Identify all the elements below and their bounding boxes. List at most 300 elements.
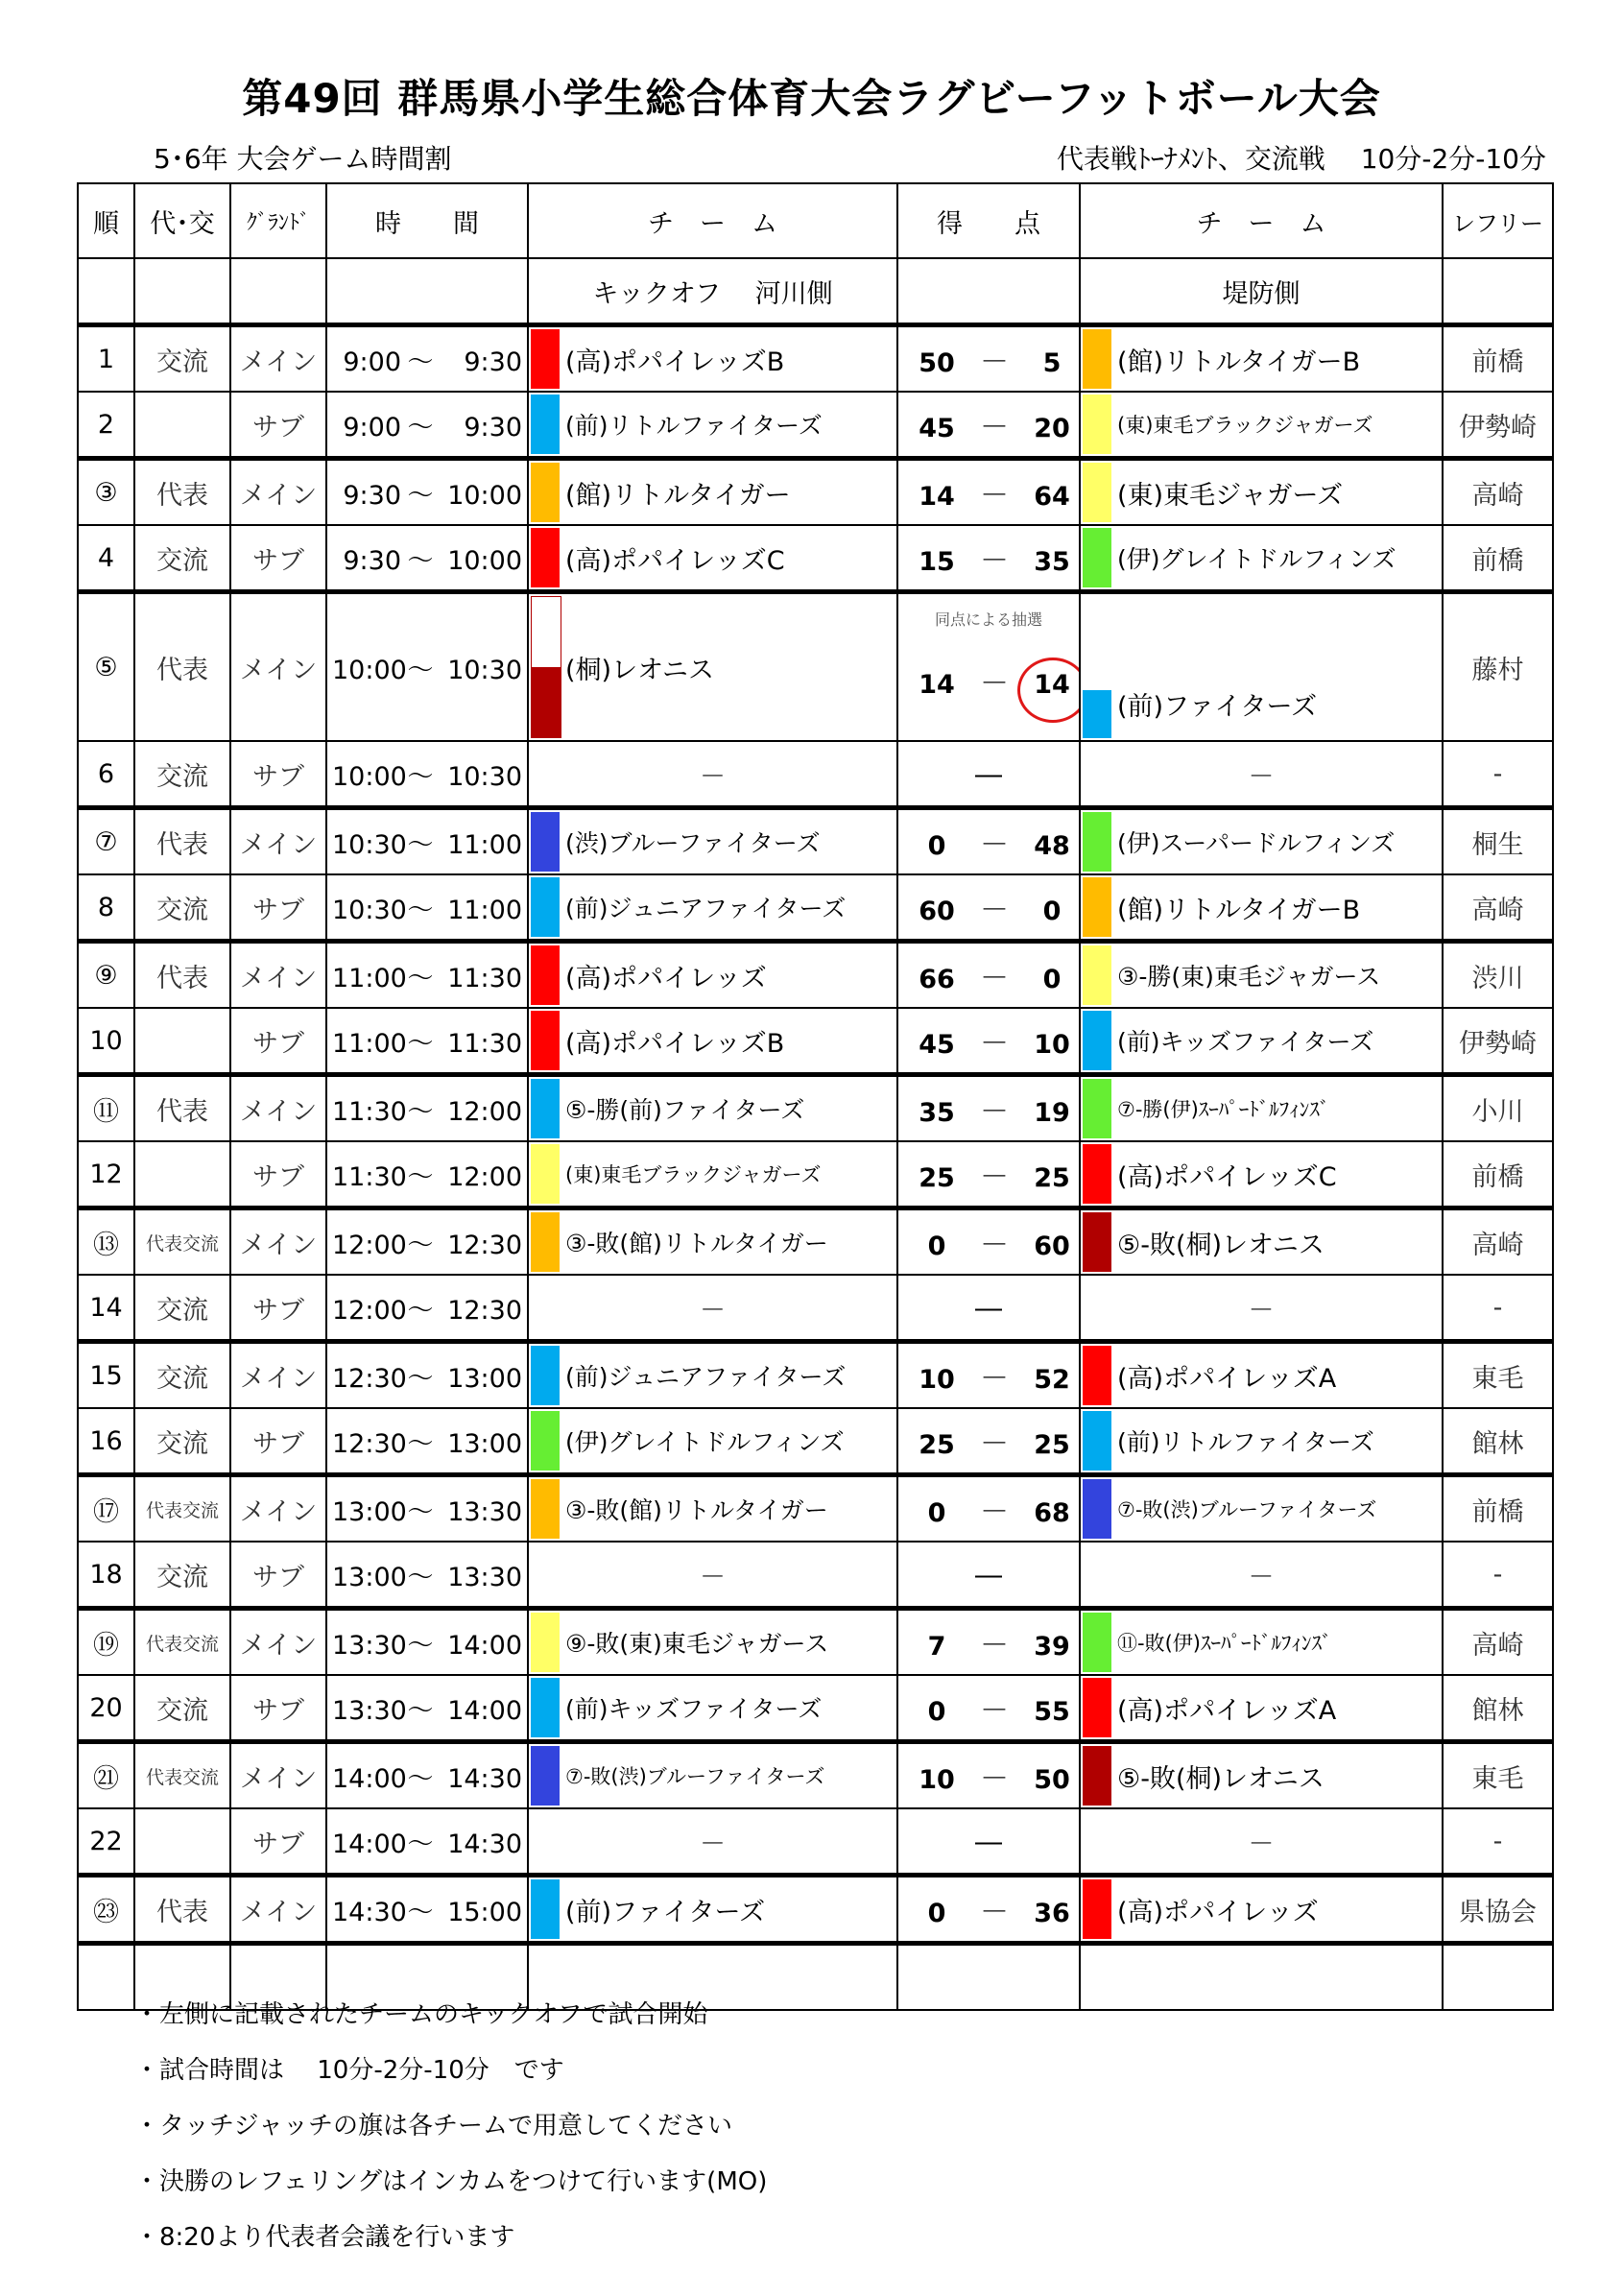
score: ― bbox=[897, 1808, 1080, 1876]
start-time: 14:00 bbox=[332, 1829, 407, 1859]
match-number: ⑲ bbox=[78, 1609, 134, 1676]
time-slot bbox=[326, 592, 528, 742]
team-a-name: － bbox=[700, 761, 726, 792]
note-item: ・試合時間は 10分-2分-10分 です bbox=[134, 2056, 564, 2085]
header-ground: ｸﾞﾗﾝﾄﾞ bbox=[230, 183, 326, 258]
table-row bbox=[78, 1342, 1553, 1409]
score-a: 60 bbox=[919, 897, 955, 926]
team-b bbox=[1080, 808, 1443, 875]
match-number: 16 bbox=[78, 1408, 134, 1475]
team-color-chip bbox=[1083, 690, 1111, 738]
match-kind bbox=[134, 1141, 230, 1208]
team-color-chip bbox=[1083, 1879, 1111, 1939]
score bbox=[897, 1609, 1080, 1676]
team-a-name: ⑤-勝(前)ファイターズ bbox=[565, 1096, 805, 1124]
note-item: ・左側に記載されたチームのキックオフで試合開始 bbox=[134, 2000, 708, 2029]
team-a-name: (東)東毛ブラックジャガーズ bbox=[565, 1163, 822, 1186]
time-tilde: ～ bbox=[407, 480, 434, 511]
team-b bbox=[1080, 325, 1443, 393]
score bbox=[897, 1008, 1080, 1075]
schedule-table bbox=[77, 182, 1554, 2011]
time-tilde: ～ bbox=[407, 347, 434, 377]
time-slot bbox=[326, 1208, 528, 1276]
referee: 前橋 bbox=[1443, 325, 1553, 393]
header-kind: 代･交 bbox=[134, 183, 230, 258]
team-b bbox=[1080, 525, 1443, 592]
team-b-name: ⑤-敗(桐)レオニス bbox=[1117, 1763, 1325, 1794]
team-b-name: ⑤-敗(桐)レオニス bbox=[1117, 1230, 1325, 1260]
ground: メイン bbox=[230, 1742, 326, 1809]
blank-cell bbox=[1443, 1944, 1553, 2011]
time-slot bbox=[326, 1075, 528, 1142]
score-dash: － bbox=[980, 1495, 1009, 1529]
time-tilde: ～ bbox=[407, 1096, 434, 1127]
team-color-chip bbox=[531, 329, 560, 389]
table-row bbox=[78, 1609, 1553, 1676]
table-row bbox=[78, 1876, 1553, 1944]
score-dash: － bbox=[980, 1027, 1009, 1061]
subtitle-grade: 5･6年 大会ゲーム時間割 bbox=[154, 143, 452, 175]
blank-cell bbox=[897, 258, 1080, 325]
team-color-chip bbox=[531, 395, 560, 454]
ground: サブ bbox=[230, 1275, 326, 1342]
score-a: 25 bbox=[919, 1163, 955, 1193]
match-number: 14 bbox=[78, 1275, 134, 1342]
match-kind: 交流 bbox=[134, 1408, 230, 1475]
blank-cell bbox=[78, 258, 134, 325]
match-number: ⑨ bbox=[78, 942, 134, 1009]
table-row bbox=[78, 1008, 1553, 1075]
time-tilde: ～ bbox=[407, 1496, 434, 1527]
header-team-a: チ ー ム bbox=[528, 183, 897, 258]
start-time: 10:00 bbox=[332, 761, 407, 792]
time-slot bbox=[326, 1808, 528, 1876]
time-slot bbox=[326, 1675, 528, 1742]
team-b-name: ⑦-勝(伊)ｽｰﾊﾟｰﾄﾞﾙﾌｨﾝｽﾞ bbox=[1117, 1098, 1330, 1121]
time-slot bbox=[326, 1008, 528, 1075]
time-slot bbox=[326, 1609, 528, 1676]
start-time: 14:00 bbox=[332, 1763, 407, 1794]
blank-cell bbox=[230, 258, 326, 325]
start-time: 13:30 bbox=[332, 1695, 407, 1726]
time-tilde: ～ bbox=[407, 1630, 434, 1661]
ground: サブ bbox=[230, 1408, 326, 1475]
end-time: 14:30 bbox=[447, 1829, 522, 1859]
score-dash: － bbox=[980, 411, 1009, 444]
start-time: 13:30 bbox=[332, 1630, 407, 1661]
score-b: 0 bbox=[1042, 897, 1062, 926]
team-a bbox=[528, 1208, 897, 1276]
referee: 渋川 bbox=[1443, 942, 1553, 1009]
end-time: 11:00 bbox=[447, 895, 522, 925]
score bbox=[897, 1208, 1080, 1276]
referee: 東毛 bbox=[1443, 1742, 1553, 1809]
team-a-name: (高)ポパイレッズ bbox=[565, 963, 767, 993]
score-b: 20 bbox=[1034, 414, 1070, 443]
score-a: 0 bbox=[927, 1232, 946, 1261]
team-b-name: (伊)スーパードルフィンズ bbox=[1117, 829, 1396, 857]
team-color-chip bbox=[1083, 1411, 1111, 1471]
header-no: 順 bbox=[78, 183, 134, 258]
score-b: 19 bbox=[1034, 1098, 1070, 1128]
time-tilde: ～ bbox=[407, 1763, 434, 1794]
team-b-name: (前)キッズファイターズ bbox=[1117, 1028, 1374, 1056]
team-a-name: － bbox=[700, 1562, 726, 1592]
time-tilde: ～ bbox=[407, 1230, 434, 1260]
team-b bbox=[1080, 1141, 1443, 1208]
ground: メイン bbox=[230, 808, 326, 875]
end-time: 12:00 bbox=[447, 1096, 522, 1127]
referee: 伊勢崎 bbox=[1443, 392, 1553, 459]
start-time: 12:30 bbox=[332, 1363, 407, 1394]
team-color-chip bbox=[531, 877, 560, 937]
score-dash: － bbox=[980, 667, 1009, 701]
time-tilde: ～ bbox=[407, 1829, 434, 1859]
team-color-chip bbox=[531, 1411, 560, 1471]
score-b: 25 bbox=[1034, 1430, 1070, 1460]
start-time: 14:30 bbox=[332, 1897, 407, 1927]
team-a-name: － bbox=[700, 1295, 726, 1326]
end-time: 10:00 bbox=[447, 545, 522, 576]
team-a bbox=[528, 1609, 897, 1676]
time-slot bbox=[326, 874, 528, 942]
score-a: 35 bbox=[919, 1098, 955, 1128]
match-kind: 交流 bbox=[134, 741, 230, 808]
team-b-name: － bbox=[1248, 1562, 1275, 1592]
team-color-chip bbox=[1083, 463, 1111, 522]
time-tilde: ～ bbox=[407, 1562, 434, 1592]
referee: - bbox=[1443, 741, 1553, 808]
table-row bbox=[78, 1275, 1553, 1342]
score-b: 36 bbox=[1034, 1899, 1070, 1928]
score bbox=[897, 459, 1080, 526]
team-a bbox=[528, 325, 897, 393]
score-b: 50 bbox=[1034, 1765, 1070, 1795]
team-b bbox=[1080, 1876, 1443, 1944]
end-time: 9:30 bbox=[464, 412, 522, 442]
match-kind: 交流 bbox=[134, 1342, 230, 1409]
time-tilde: ～ bbox=[407, 412, 434, 442]
team-b-name: － bbox=[1248, 1829, 1275, 1859]
table-row bbox=[78, 1075, 1553, 1142]
score bbox=[897, 1675, 1080, 1742]
team-color-chip bbox=[1083, 1144, 1111, 1204]
team-b bbox=[1080, 1742, 1443, 1809]
team-a bbox=[528, 808, 897, 875]
start-time: 9:00 bbox=[343, 412, 401, 442]
team-b-name: － bbox=[1248, 1295, 1275, 1326]
header-time: 時 間 bbox=[326, 183, 528, 258]
header-score: 得 点 bbox=[897, 183, 1080, 258]
table-row bbox=[78, 1675, 1553, 1742]
end-time: 14:00 bbox=[447, 1695, 522, 1726]
score-b: 14 bbox=[1034, 670, 1070, 700]
start-time: 9:00 bbox=[343, 347, 401, 377]
start-time: 10:30 bbox=[332, 895, 407, 925]
team-b-name: (前)リトルファイターズ bbox=[1117, 1428, 1374, 1456]
team-a-name: (前)キッズファイターズ bbox=[565, 1695, 823, 1723]
time-tilde: ～ bbox=[407, 895, 434, 925]
match-kind bbox=[134, 392, 230, 459]
time-slot bbox=[326, 1408, 528, 1475]
score: ― bbox=[897, 741, 1080, 808]
score-a: 14 bbox=[919, 482, 955, 512]
team-color-chip bbox=[1083, 329, 1111, 389]
score-a: 45 bbox=[919, 1030, 955, 1060]
end-time: 9:30 bbox=[464, 347, 522, 377]
score-b: 39 bbox=[1034, 1632, 1070, 1662]
score-b: 5 bbox=[1042, 348, 1062, 378]
ground: サブ bbox=[230, 1808, 326, 1876]
match-number: 6 bbox=[78, 741, 134, 808]
end-time: 13:00 bbox=[447, 1363, 522, 1394]
team-color-chip bbox=[1083, 395, 1111, 454]
referee: 東毛 bbox=[1443, 1342, 1553, 1409]
team-a-name: (前)ジュニアファイターズ bbox=[565, 1363, 847, 1391]
score-dash: － bbox=[980, 1095, 1009, 1129]
match-kind: 代表 bbox=[134, 459, 230, 526]
match-kind: 代表 bbox=[134, 1876, 230, 1944]
end-time: 13:30 bbox=[447, 1562, 522, 1592]
blank-cell bbox=[326, 258, 528, 325]
match-kind: 代表 bbox=[134, 1075, 230, 1142]
team-b-name: (前)ファイターズ bbox=[1117, 692, 1318, 722]
table-row bbox=[78, 741, 1553, 808]
team-a-name: ③-敗(館)リトルタイガー bbox=[565, 1230, 828, 1257]
match-number: 15 bbox=[78, 1342, 134, 1409]
start-time: 9:30 bbox=[343, 545, 401, 576]
team-a bbox=[528, 1275, 897, 1342]
team-a bbox=[528, 874, 897, 942]
end-time: 11:00 bbox=[447, 829, 522, 860]
match-kind: 代表 bbox=[134, 942, 230, 1009]
end-time: 10:00 bbox=[447, 480, 522, 511]
score bbox=[897, 1475, 1080, 1543]
match-kind: 交流 bbox=[134, 1675, 230, 1742]
team-b bbox=[1080, 1675, 1443, 1742]
team-b bbox=[1080, 874, 1443, 942]
team-b bbox=[1080, 1609, 1443, 1676]
end-time: 12:30 bbox=[447, 1295, 522, 1326]
referee: - bbox=[1443, 1542, 1553, 1609]
note-item: ・タッチジャッチの旗は各チームで用意してください bbox=[134, 2112, 732, 2141]
team-a bbox=[528, 392, 897, 459]
ground: メイン bbox=[230, 942, 326, 1009]
referee: 伊勢崎 bbox=[1443, 1008, 1553, 1075]
team-b-name: (高)ポパイレッズA bbox=[1117, 1695, 1337, 1726]
score-b: 35 bbox=[1034, 547, 1070, 577]
table-row bbox=[78, 808, 1553, 875]
score-a: 66 bbox=[919, 965, 955, 994]
team-color-chip bbox=[1083, 877, 1111, 937]
table-row bbox=[78, 1808, 1553, 1876]
team-color-chip bbox=[531, 1011, 560, 1070]
table-row bbox=[78, 1742, 1553, 1809]
start-time: 11:00 bbox=[332, 1028, 407, 1059]
team-b bbox=[1080, 592, 1443, 742]
score-b: 55 bbox=[1034, 1697, 1070, 1727]
team-color-chip bbox=[531, 812, 560, 872]
score-dash: － bbox=[980, 1762, 1009, 1796]
table-row bbox=[78, 874, 1553, 942]
header-side-a: キックオフ 河川側 bbox=[528, 258, 897, 325]
header-row bbox=[78, 183, 1553, 258]
table-row bbox=[78, 1475, 1553, 1543]
score-dash: － bbox=[980, 1629, 1009, 1662]
ground: サブ bbox=[230, 1141, 326, 1208]
team-a-name: ⑨-敗(東)東毛ジャガース bbox=[565, 1630, 829, 1658]
referee: 高崎 bbox=[1443, 1609, 1553, 1676]
match-number: 1 bbox=[78, 325, 134, 393]
header-side-row bbox=[78, 258, 1553, 325]
team-a-name: ⑦-敗(渋)ブルーファイターズ bbox=[565, 1765, 825, 1788]
match-number: ⑬ bbox=[78, 1208, 134, 1276]
score-b: 48 bbox=[1034, 831, 1070, 861]
match-number: ⑤ bbox=[78, 592, 134, 742]
ground: メイン bbox=[230, 1475, 326, 1543]
team-color-chip bbox=[1083, 1212, 1111, 1272]
time-slot bbox=[326, 1275, 528, 1342]
match-kind bbox=[134, 1808, 230, 1876]
time-slot bbox=[326, 1876, 528, 1944]
score: ― bbox=[897, 1275, 1080, 1342]
lottery-circle-mark bbox=[1017, 658, 1080, 723]
match-kind: 代表交流 bbox=[134, 1475, 230, 1543]
match-number: 10 bbox=[78, 1008, 134, 1075]
table-row bbox=[78, 392, 1553, 459]
team-a bbox=[528, 1475, 897, 1543]
table-row bbox=[78, 325, 1553, 393]
end-time: 10:30 bbox=[447, 655, 522, 685]
team-b bbox=[1080, 1208, 1443, 1276]
time-tilde: ～ bbox=[407, 1428, 434, 1459]
team-a bbox=[528, 942, 897, 1009]
score-a: 25 bbox=[919, 1430, 955, 1460]
start-time: 11:00 bbox=[332, 963, 407, 993]
table-row bbox=[78, 1141, 1553, 1208]
team-b bbox=[1080, 1008, 1443, 1075]
notes bbox=[134, 1987, 767, 2265]
score bbox=[897, 808, 1080, 875]
referee: 高崎 bbox=[1443, 874, 1553, 942]
ground: サブ bbox=[230, 1542, 326, 1609]
time-slot bbox=[326, 1342, 528, 1409]
time-slot bbox=[326, 392, 528, 459]
match-number: 12 bbox=[78, 1141, 134, 1208]
table-row bbox=[78, 592, 1553, 742]
start-time: 13:00 bbox=[332, 1496, 407, 1527]
score bbox=[897, 1876, 1080, 1944]
match-number: 4 bbox=[78, 525, 134, 592]
header-referee: レフリー bbox=[1443, 183, 1553, 258]
team-b-name: (伊)グレイトドルフィンズ bbox=[1117, 545, 1396, 573]
team-a bbox=[528, 1408, 897, 1475]
match-kind: 代表交流 bbox=[134, 1609, 230, 1676]
score bbox=[897, 392, 1080, 459]
referee: 館林 bbox=[1443, 1408, 1553, 1475]
team-color-chip bbox=[531, 1212, 560, 1272]
note-item: ・8:20より代表者会議を行います bbox=[134, 2223, 515, 2252]
team-color-chip bbox=[1083, 1011, 1111, 1070]
end-time: 12:00 bbox=[447, 1161, 522, 1192]
start-time: 12:30 bbox=[332, 1428, 407, 1459]
time-slot bbox=[326, 808, 528, 875]
score-a: 50 bbox=[919, 348, 955, 378]
team-b bbox=[1080, 942, 1443, 1009]
match-kind: 代表 bbox=[134, 592, 230, 742]
match-kind: 交流 bbox=[134, 525, 230, 592]
team-b-name: (高)ポパイレッズ bbox=[1117, 1897, 1319, 1927]
team-b-name: (高)ポパイレッズA bbox=[1117, 1363, 1337, 1394]
referee: - bbox=[1443, 1808, 1553, 1876]
ground: メイン bbox=[230, 1609, 326, 1676]
start-time: 12:00 bbox=[332, 1295, 407, 1326]
time-slot bbox=[326, 459, 528, 526]
team-a-name: (桐)レオニス bbox=[565, 655, 714, 685]
team-b bbox=[1080, 392, 1443, 459]
score-b: 25 bbox=[1034, 1163, 1070, 1193]
team-b bbox=[1080, 1808, 1443, 1876]
score-a: 15 bbox=[919, 547, 955, 577]
score-b: 68 bbox=[1034, 1498, 1070, 1528]
team-b-name: ⑪-敗(伊)ｽｰﾊﾟｰﾄﾞﾙﾌｨﾝｽﾞ bbox=[1117, 1632, 1332, 1655]
team-a bbox=[528, 1342, 897, 1409]
ground: サブ bbox=[230, 741, 326, 808]
team-color-chip bbox=[1083, 1346, 1111, 1405]
time-slot bbox=[326, 1742, 528, 1809]
team-color-chip bbox=[531, 528, 560, 587]
ground: メイン bbox=[230, 1075, 326, 1142]
match-kind: 交流 bbox=[134, 325, 230, 393]
team-color-chip bbox=[531, 945, 560, 1005]
score bbox=[897, 1408, 1080, 1475]
end-time: 14:30 bbox=[447, 1763, 522, 1794]
time-slot bbox=[326, 525, 528, 592]
note-item: ・決勝のレフェリングはインカムをつけて行います(MO) bbox=[134, 2167, 768, 2196]
team-a bbox=[528, 1742, 897, 1809]
score bbox=[897, 874, 1080, 942]
time-slot bbox=[326, 1475, 528, 1543]
match-number: ㉓ bbox=[78, 1876, 134, 1944]
match-number: 20 bbox=[78, 1675, 134, 1742]
referee: 小川 bbox=[1443, 1075, 1553, 1142]
score-dash: － bbox=[980, 1229, 1009, 1262]
score-a: 0 bbox=[927, 831, 946, 861]
ground: サブ bbox=[230, 525, 326, 592]
team-color-chip bbox=[531, 463, 560, 522]
ground: メイン bbox=[230, 459, 326, 526]
score-b: 64 bbox=[1034, 482, 1070, 512]
team-a-name: (高)ポパイレッズB bbox=[565, 347, 785, 377]
referee: 桐生 bbox=[1443, 808, 1553, 875]
time-tilde: ～ bbox=[407, 963, 434, 993]
blank-cell bbox=[134, 258, 230, 325]
referee: 高崎 bbox=[1443, 1208, 1553, 1276]
team-a-name: (前)ファイターズ bbox=[565, 1897, 766, 1927]
team-a bbox=[528, 1008, 897, 1075]
start-time: 9:30 bbox=[343, 480, 401, 511]
team-b-name: ③-勝(東)東毛ジャガース bbox=[1117, 963, 1381, 991]
score bbox=[897, 525, 1080, 592]
team-a bbox=[528, 1808, 897, 1876]
team-a bbox=[528, 1141, 897, 1208]
referee: 高崎 bbox=[1443, 459, 1553, 526]
team-color-chip bbox=[1083, 1746, 1111, 1806]
referee: 藤村 bbox=[1443, 592, 1553, 742]
team-color-chip bbox=[1083, 1479, 1111, 1539]
team-color-chip bbox=[531, 1479, 560, 1539]
end-time: 13:00 bbox=[447, 1428, 522, 1459]
